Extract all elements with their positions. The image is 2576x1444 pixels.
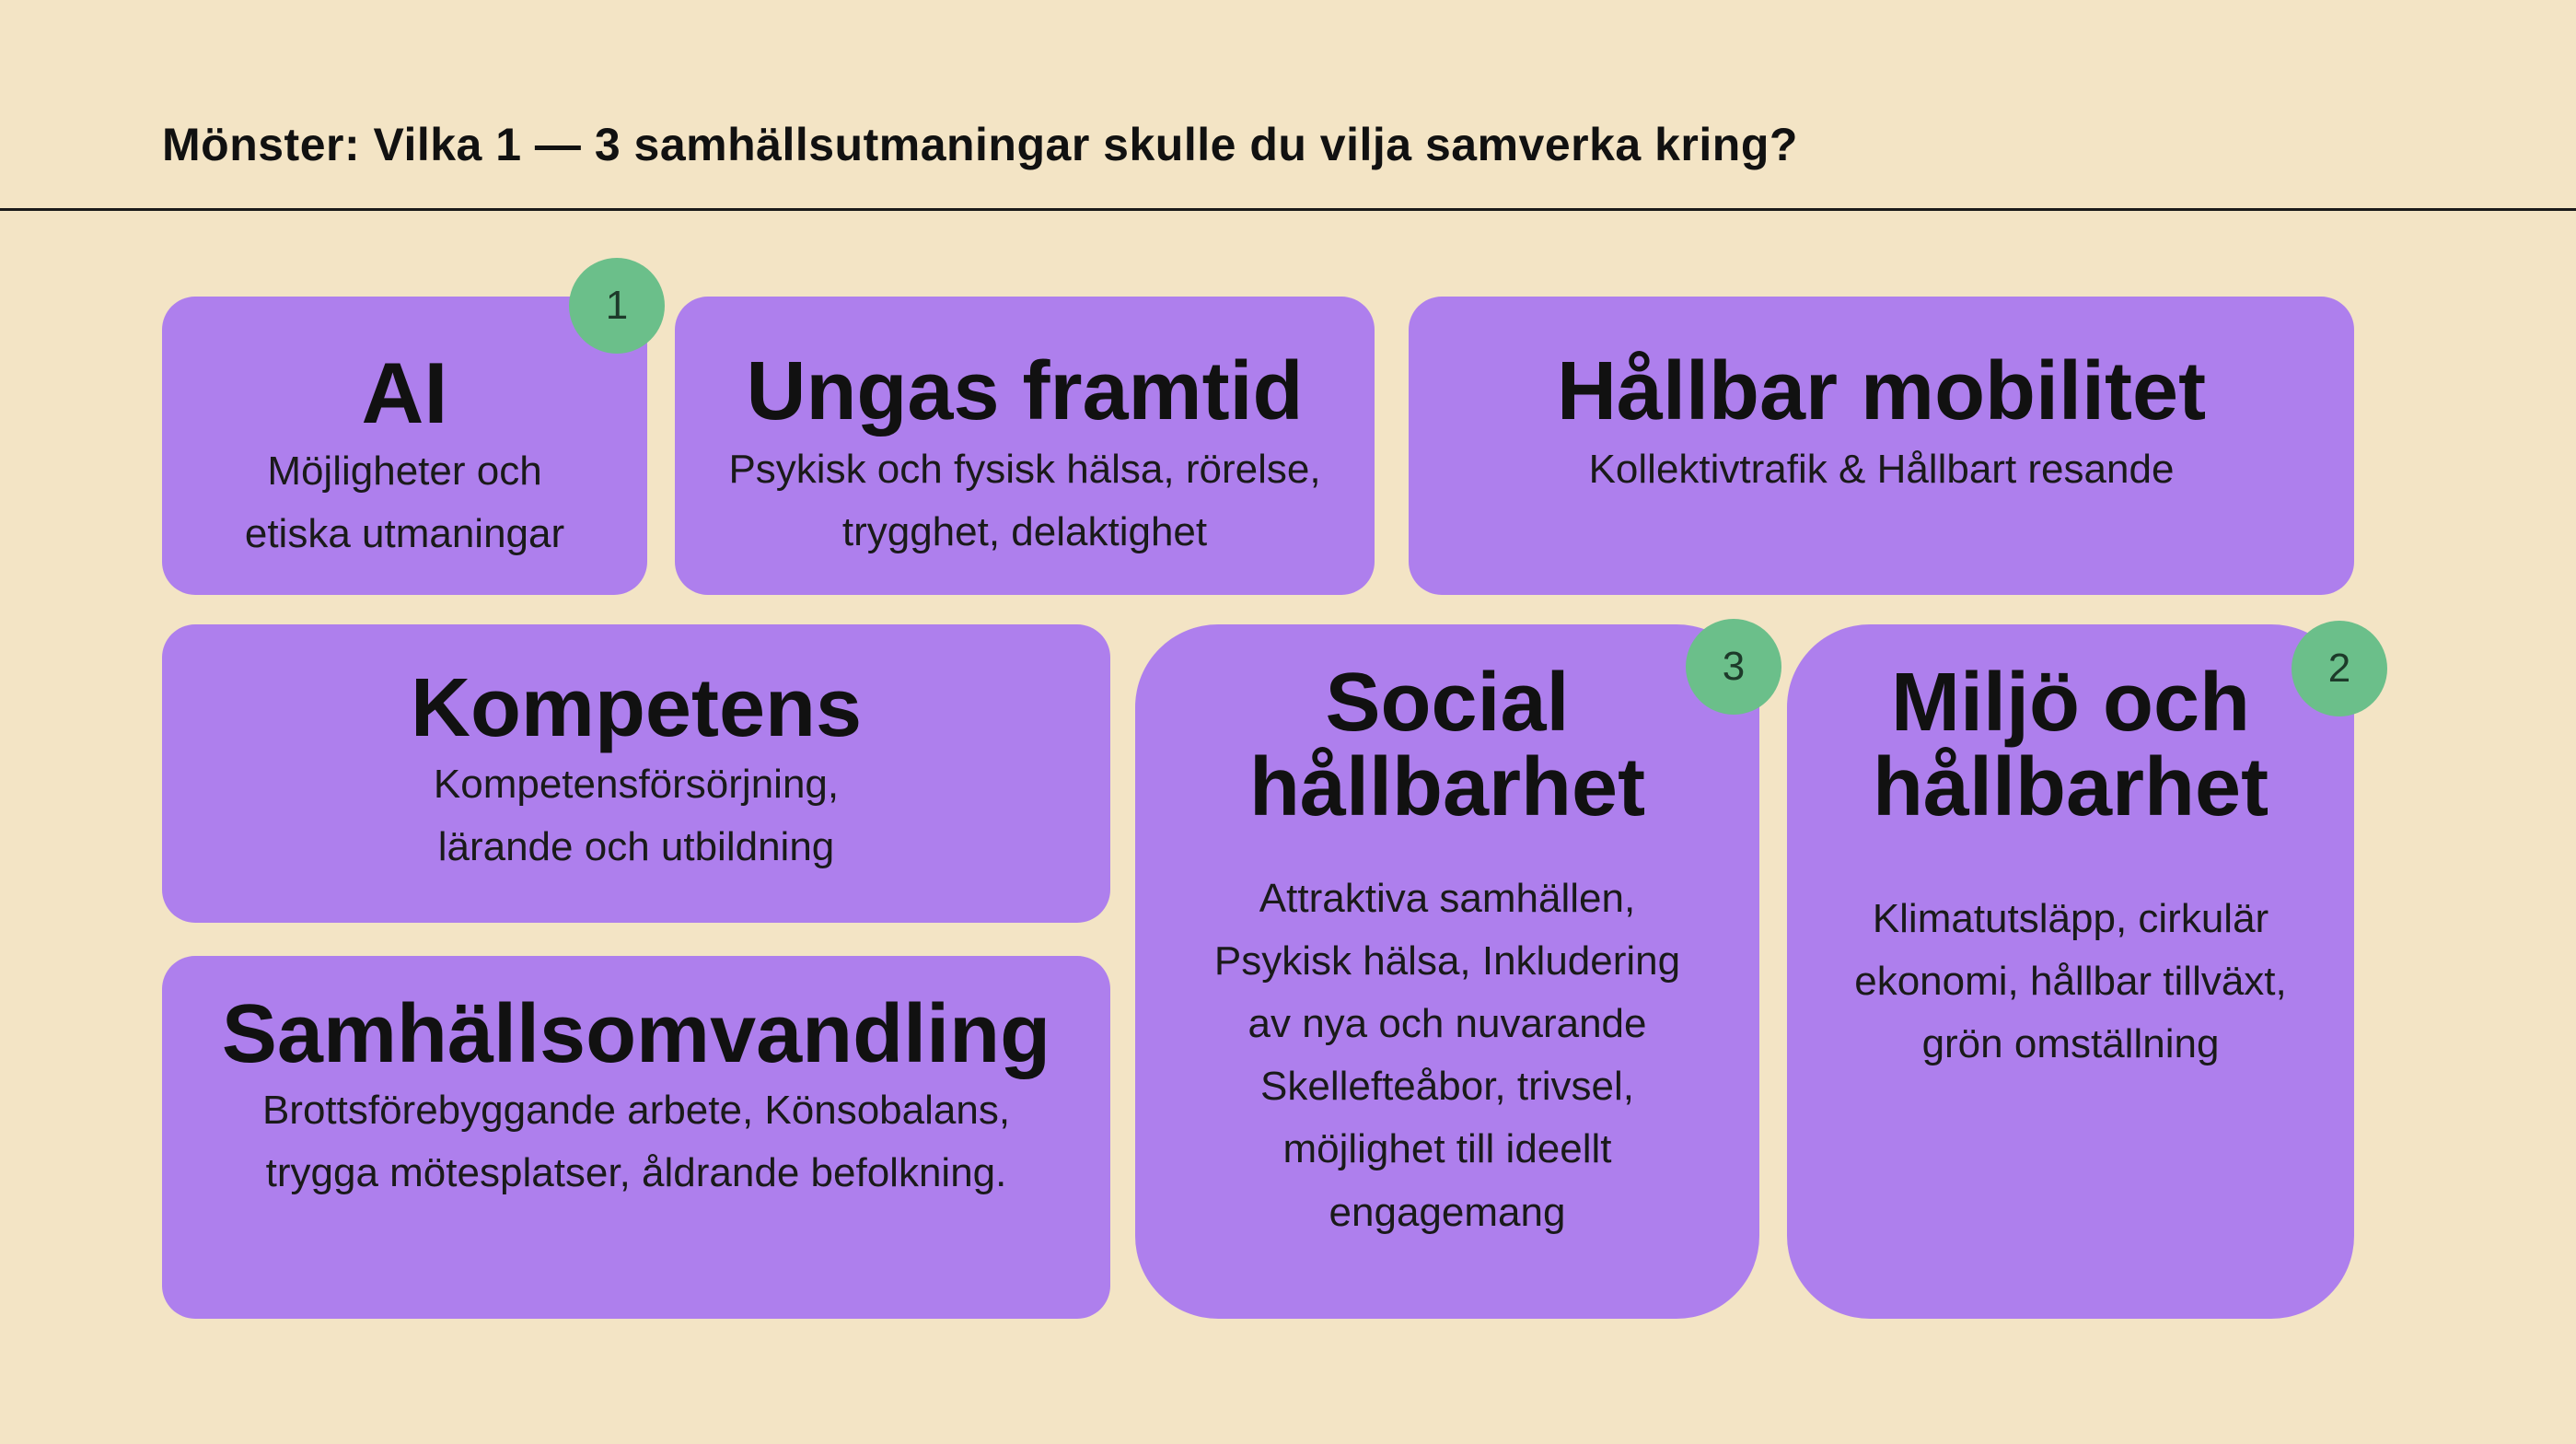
card-title: Miljö och hållbarhet [1872,657,2269,833]
card-social-hallbarhet[interactable] [1135,624,1759,1319]
card-description: Klimatutsläpp, cirkulär ekonomi, hållbar tillväxt, grön omställning [1854,895,2287,1066]
card-title: Samhällsomvandling [221,988,1051,1080]
card-description: Kollektivtrafik & Hållbart resande [1588,447,2175,492]
page-title: Mönster: Vilka 1 — 3 samhällsutmaningar skulle du vilja samverka kring? [162,119,1798,170]
rank-badge-1: 1 [569,258,665,354]
card-kompetens[interactable] [162,624,1110,923]
rank-badge-2: 2 [2292,621,2387,716]
card-samhallsomvandling[interactable] [162,956,1110,1319]
card-miljo-hallbarhet[interactable] [1787,624,2354,1319]
card-title: Kompetens [410,662,863,754]
card-title: Ungas framtid [746,345,1304,437]
card-description: Attraktiva samhällen, Psykisk hälsa, Inkludering av nya och nuvarande Skellefteåbor, trivsel, möjlighet till ideellt engagemang [1213,875,1681,1235]
header-divider [0,208,2576,211]
card-title: Social hållbarhet [1248,657,1646,833]
card-hallbar-mobilitet[interactable] [1409,297,2354,595]
card-description: Brottsförebyggande arbete, Könsobalans, trygga mötesplatser, åldrande befolkning. [261,1088,1011,1196]
card-description: Kompetensförsörjning, lärande och utbildning [433,762,840,870]
card-title: AI [361,344,448,441]
card-title: Hållbar mobilitet [1556,345,2207,437]
card-description: Psykisk och fysisk hälsa, rörelse, trygghet, delaktighet [728,447,1321,555]
card-ungas-framtid[interactable] [675,297,1375,595]
rank-badge-3: 3 [1686,619,1781,715]
card-description: Möjligheter och etiska utmaningar [244,448,565,557]
card-ai[interactable] [162,297,647,595]
